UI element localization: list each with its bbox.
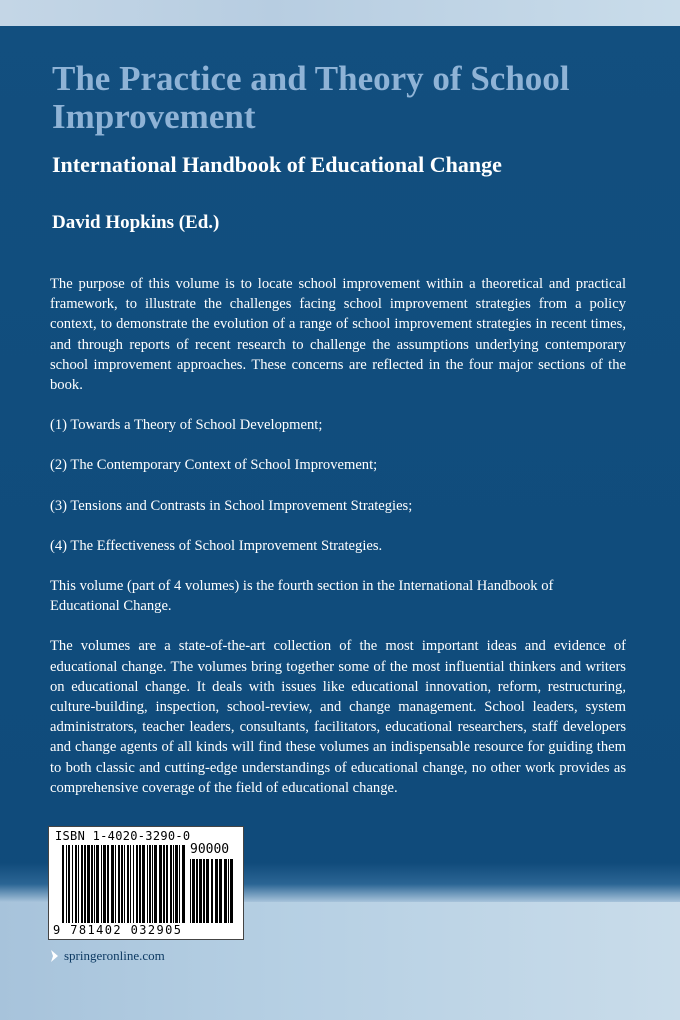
- barcode-bar: [190, 859, 191, 923]
- barcode-bar: [139, 845, 141, 923]
- barcode-bar: [219, 859, 222, 923]
- barcode-bar: [62, 845, 64, 923]
- barcode-bar: [224, 859, 227, 923]
- section-item: (2) The Contemporary Context of School Improvement;: [50, 457, 378, 474]
- barcode-bar: [87, 845, 90, 923]
- barcode-bar: [142, 845, 145, 923]
- barcode-bar: [170, 845, 172, 923]
- barcode-bars: [61, 845, 185, 923]
- barcode-addon-bars: [189, 859, 237, 923]
- barcode-bar: [230, 859, 233, 923]
- chevron-right-icon: [50, 949, 60, 963]
- barcode-bar: [182, 845, 185, 923]
- barcode-bar: [179, 845, 180, 923]
- barcode-bar: [147, 845, 148, 923]
- barcode-bar: [107, 845, 109, 923]
- barcode-bar: [115, 845, 116, 923]
- barcode-bar: [94, 845, 95, 923]
- barcode-bar: [96, 845, 99, 923]
- barcode-bar: [215, 859, 218, 923]
- barcode-bar: [101, 845, 102, 923]
- barcode-bar: [103, 845, 106, 923]
- barcode-bar: [121, 845, 123, 923]
- barcode-bar: [173, 845, 174, 923]
- barcode-bar: [124, 845, 125, 923]
- barcode-bar: [211, 859, 213, 923]
- barcode-bar: [111, 845, 114, 923]
- website-link[interactable]: [50, 948, 165, 964]
- isbn-text: ISBN 1-4020-3290-0: [55, 829, 191, 843]
- barcode-bar: [75, 845, 77, 923]
- barcode-bar: [81, 845, 83, 923]
- barcode-bar: [72, 845, 73, 923]
- barcode-bar: [118, 845, 120, 923]
- intro-paragraph: The purpose of this volume is to locate school improvement within a theoretical and practical framework, to illustrate the challenges facing school improvement strategies from a policy context, to demonstrate the evolution of a range of school improvement strategies in recent times, and through reports of recent research to challenge the assumptions underlying contemporary school improvement approaches. These concerns are reflected in the four major sections of the book.: [50, 276, 626, 394]
- book-subtitle: International Handbook of Educational Change: [52, 152, 502, 177]
- section-item: (4) The Effectiveness of School Improvement Strategies.: [50, 537, 383, 554]
- barcode-bar: [175, 845, 178, 923]
- section-item: (1) Towards a Theory of School Development;: [50, 417, 323, 434]
- barcode-bar: [206, 859, 209, 923]
- section-item: (3) Tensions and Contrasts in School Improvement Strategies;: [50, 497, 413, 514]
- barcode-bar: [136, 845, 138, 923]
- barcode-bar: [228, 859, 229, 923]
- barcode-bar: [152, 845, 153, 923]
- blurb: [50, 274, 626, 798]
- barcode-bar: [84, 845, 86, 923]
- barcode: [48, 826, 244, 940]
- barcode-bar: [78, 845, 79, 923]
- barcode-bar: [149, 845, 151, 923]
- barcode-bar: [133, 845, 134, 923]
- barcode-bar: [159, 845, 162, 923]
- barcode-bar: [203, 859, 205, 923]
- barcode-bar: [192, 859, 195, 923]
- barcode-bar: [68, 845, 70, 923]
- barcode-bar: [199, 859, 202, 923]
- book-title: The Practice and Theory of School Improvement: [52, 59, 570, 136]
- barcode-bar: [127, 845, 129, 923]
- book-author: David Hopkins (Ed.): [52, 212, 220, 233]
- description-paragraph: The volumes are a state-of-the-art collection of the most important ideas and evidence of educational change. The volumes bring together some of the most influential thinkers and writers on educational change. It deals with issues like educational innovation, reform, restructuring, culture-building, inspection, school-review, and change management. School leaders, system administrators, teacher leaders, consultants, facilitators, educational researchers, staff developers and change agents of all kinds will find these volumes an indispensable resource for guiding them to both classic and cutting-edge understandings of educational change, no other work provides as comprehensive coverage of the field of educational change.: [50, 638, 626, 796]
- barcode-bar: [154, 845, 157, 923]
- barcode-bar: [166, 845, 168, 923]
- price-code: 90000: [190, 842, 230, 857]
- barcode-bar: [66, 845, 67, 923]
- barcode-bar: [163, 845, 165, 923]
- barcode-bar: [196, 859, 198, 923]
- ean-digits: 9 781402 032905: [53, 923, 183, 937]
- barcode-bar: [91, 845, 93, 923]
- barcode-bar: [130, 845, 131, 923]
- volume-note: This volume (part of 4 volumes) is the fourth section in the International Handbook of Educational Change.: [50, 578, 554, 615]
- top-band: [0, 0, 680, 26]
- website-text: springeronline.com: [64, 948, 165, 963]
